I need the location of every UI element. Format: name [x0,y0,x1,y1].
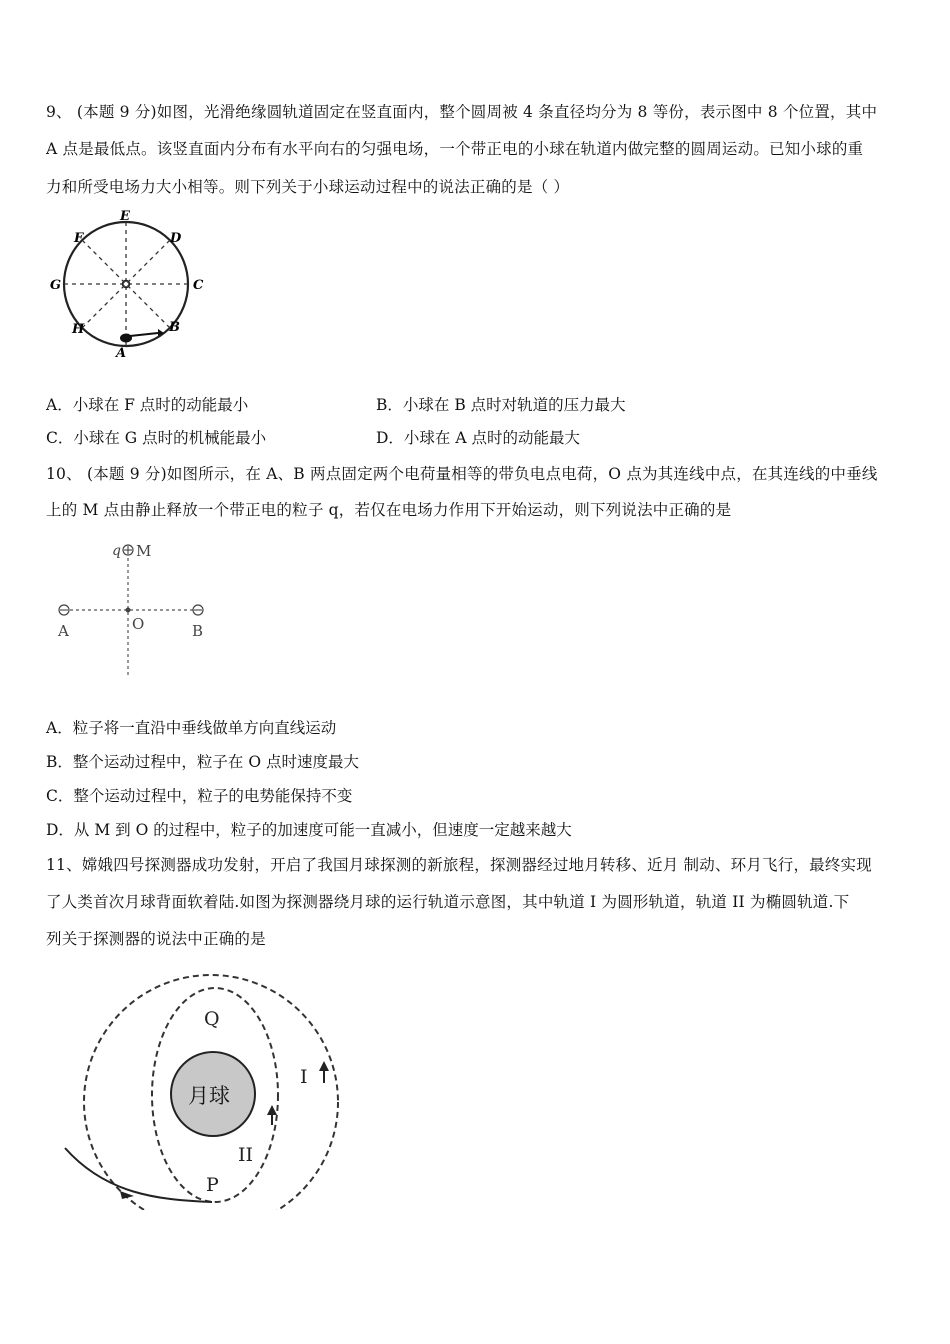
q10-charges-figure [50,538,220,683]
q9-circle-track-figure [40,205,210,365]
label-B: B [169,320,180,335]
charge-q-at-M [123,545,133,555]
label-orbit-I: I [300,1066,308,1088]
label-Q: Q [204,1008,220,1030]
label-q: q [112,543,121,559]
label-D: D [170,231,182,246]
label-E: E [120,209,130,224]
label-H: H [72,322,85,337]
q11-line-1: 11、嫦娥四号探测器成功发射，开启了我国月球探测的新旅程，探测器经过地月转移、近月 制动、环月飞行，最终实现 [46,856,872,874]
label-M: M [136,542,152,560]
q9-line-1: 9、 (本题 9 分)如图，光滑绝缘圆轨道固定在竖直面内，整个圆周被 4 条直径均分为 8 等份，表示图中 8 个位置，其中 [46,103,878,121]
orbit-II-arrow [267,1105,277,1125]
q10-option-c: C．整个运动过程中，粒子的电势能保持不变 [46,787,353,805]
q9-line-3: 力和所受电场力大小相等。则下列关于小球运动过程中的说法正确的是（ ） [46,178,570,196]
charge-B [193,605,203,615]
q9-option-a: A．小球在 F 点时的动能最小 [46,396,249,414]
moon-label: 月球 [188,1084,230,1108]
charge-A [59,605,69,615]
orbit-I-arrow [319,1061,329,1083]
q9-line-2: A 点是最低点。该竖直面内分布有水平向右的匀强电场，一个带正电的小球在轨道内做完整的圆周运动。已知小球的重 [46,140,864,158]
q11-line-3: 列关于探测器的说法中正确的是 [46,930,266,948]
q11-orbit-figure [60,965,350,1210]
label-O: O [132,615,145,633]
q10-option-b: B．整个运动过程中，粒子在 O 点时速度最大 [46,753,359,771]
label-G: G [50,278,62,293]
ball-at-A [120,329,164,343]
q10-line-2: 上的 M 点由静止释放一个带正电的粒子 q，若仅在电场力作用下开始运动，则下列说法中正确的是 [46,501,732,519]
q10-line-1: 10、 (本题 9 分)如图所示，在 A、B 两点固定两个电荷量相等的带负电点电荷，O 点为其连线中点，在其连线的中垂线 [46,465,878,483]
q10-option-d: D．从 M 到 O 的过程中，粒子的加速度可能一直减小，但速度一定越来越大 [46,821,572,839]
point-O [126,608,131,613]
label-P: P [206,1174,219,1196]
q11-line-2: 了人类首次月球背面软着陆.如图为探测器绕月球的运行轨道示意图，其中轨道 I 为圆形轨道，轨道 II 为椭圆轨道.下 [46,893,850,911]
label-orbit-II: II [238,1144,254,1166]
label-A: A [58,622,69,640]
q9-option-b: B．小球在 B 点时对轨道的压力最大 [376,396,626,414]
label-C: C [193,278,204,293]
q9-option-c: C．小球在 G 点时的机械能最小 [46,429,267,447]
q9-option-d: D．小球在 A 点时的动能最大 [376,429,580,447]
label-B: B [192,622,204,640]
label-A: A [116,346,127,361]
q10-option-a: A．粒子将一直沿中垂线做单方向直线运动 [46,719,337,737]
label-F: F [74,231,84,246]
